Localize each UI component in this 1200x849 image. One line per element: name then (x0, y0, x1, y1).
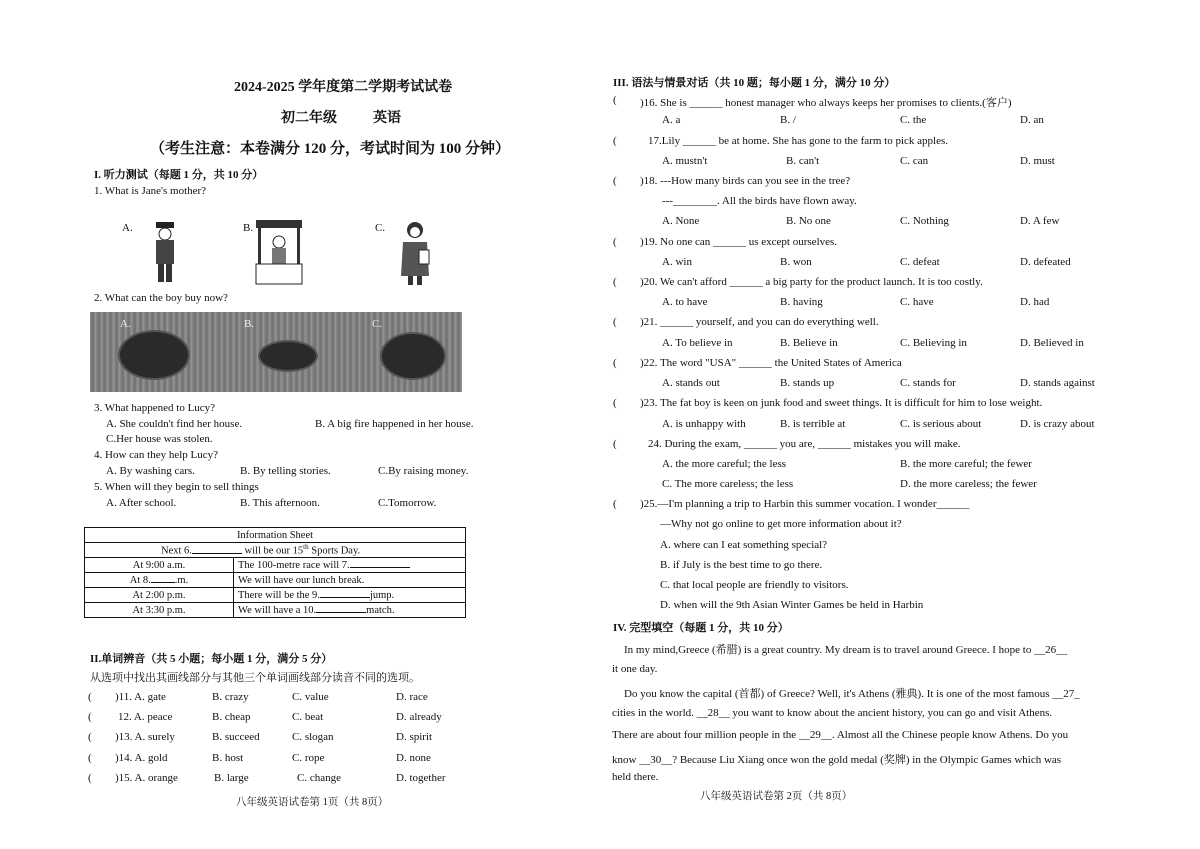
mcq-stem-line2: ---________. All the birds have flown away. (662, 195, 857, 207)
police-officer-picture (150, 222, 180, 284)
mcq-paren: ( (613, 357, 617, 369)
blank-8[interactable] (151, 582, 175, 583)
mcq-stem: )20. We can't afford ______ a big party for the product launch. It is too costly. (640, 276, 983, 288)
question-2: 2. What can the boy buy now? (94, 292, 228, 304)
q3-option-c: C.Her house was stolen. (106, 433, 213, 445)
question-5: 5. When will they begin to sell things (94, 481, 259, 493)
mcq-stem: )18. ---How many birds can you see in the tree? (640, 175, 851, 187)
blank-7[interactable] (350, 567, 410, 568)
page-1-footer: 八年级英语试卷第 1页（共 8页） (236, 797, 389, 808)
phon-question: )14. A. gold (115, 752, 168, 764)
plate-b-icon (258, 340, 318, 372)
info-time-cell: At 9:00 a.m. (85, 558, 234, 573)
phon-option-c: C. beat (292, 711, 324, 723)
phon-paren: ( (88, 731, 92, 743)
mcq-option-d: D. had (1020, 296, 1050, 308)
mcq-option-d: D. is crazy about (1020, 418, 1095, 430)
q24-option-a: A. the more careful; the less (662, 458, 787, 470)
info-row-sports-day (85, 543, 466, 558)
mcq-option-c: C. defeat (900, 256, 940, 268)
mcq-paren: ( (613, 498, 617, 510)
phon-option-b: B. succeed (212, 731, 260, 743)
q5-option-c: C.Tomorrow. (378, 497, 437, 509)
info-time-suffix: .m. (174, 574, 189, 586)
mcq-option-b: B. is terrible at (780, 418, 846, 430)
cloze-line: know __30__? Because Liu Xiang once won the gold medal (奖牌) in the Olympic Games which was (612, 754, 1062, 766)
q3-option-a: A. She couldn't find her house. (106, 418, 243, 430)
phon-option-c: C. change (297, 772, 341, 784)
mcq-option-d: D. A few (1020, 215, 1060, 227)
teacher-picture (397, 220, 433, 286)
q2-option-a-label: A. (120, 318, 131, 330)
cloze-line: Do you know the capital (首都) of Greece? Well, it's Athens (雅典). It is one of the most famous __27_ (624, 688, 1080, 700)
phon-option-d: D. already (396, 711, 442, 723)
info-text: The 100-metre race will 7. (238, 559, 350, 571)
q2-option-c-label: C. (372, 318, 383, 330)
question-4: 4. How can they help Lucy? (94, 449, 219, 461)
info-time: At 8. (129, 574, 151, 586)
cloze-line: There are about four million people in the __29__. Almost all the Chinese people know Athens. Do you (612, 729, 1069, 741)
question-3: 3. What happened to Lucy? (94, 402, 216, 414)
mcq-stem: )19. No one can ______ us except ourselves. (640, 236, 838, 248)
mcq-option-a: A. a (662, 114, 681, 126)
phon-paren: ( (88, 752, 92, 764)
mcq-paren: ( (613, 276, 617, 288)
table-row (85, 573, 466, 588)
mcq-stem: 17.Lily ______ be at home. She has gone to the farm to pick apples. (648, 135, 948, 147)
info-sports-day-text: will be our 15 (244, 545, 304, 557)
q4-option-b: B. By telling stories. (240, 465, 331, 477)
mcq-option-a: A. None (662, 215, 700, 227)
table-row (85, 588, 466, 603)
info-blank-6-label: Next 6. (161, 545, 192, 557)
info-sheet-title: Information Sheet (85, 528, 466, 543)
phon-option-c: C. slogan (292, 731, 334, 743)
q25-option-a: A. where can I eat something special? (660, 539, 828, 551)
section-4-title: IV. 完型填空（每题 1 分，共 10 分） (613, 622, 789, 634)
mcq-option-d: D. Believed in (1020, 337, 1084, 349)
phon-option-d: D. race (396, 691, 428, 703)
mcq-stem: )21. ______ yourself, and you can do everything well. (640, 316, 879, 328)
question-24: 24. During the exam, ______ you are, ______ mistakes you will make. (648, 438, 961, 450)
phon-option-c: C. rope (292, 752, 325, 764)
info-text-tail: match. (366, 604, 395, 616)
mcq-option-c: C. stands for (900, 377, 956, 389)
q4-option-a: A. By washing cars. (106, 465, 195, 477)
mcq-option-d: D. must (1020, 155, 1055, 167)
table-row (85, 558, 466, 573)
question-25-line2: —Why not go online to get more information about it? (660, 518, 902, 530)
mcq-option-c: C. have (900, 296, 934, 308)
q5-option-b: B. This afternoon. (240, 497, 320, 509)
phon-question: 12. A. peace (118, 711, 173, 723)
mcq-option-a: A. stands out (662, 377, 720, 389)
ordinal-suffix: th (303, 543, 309, 552)
info-time-cell (85, 573, 234, 588)
mcq-option-b: B. having (780, 296, 823, 308)
q25-option-d: D. when will the 9th Asian Winter Games be held in Harbin (660, 599, 924, 611)
subject-label: 英语 (373, 111, 401, 126)
plate-c-icon (380, 332, 446, 380)
mcq-option-b: B. No one (786, 215, 831, 227)
mcq-option-b: B. can't (786, 155, 820, 167)
info-time-cell: At 2:00 p.m. (85, 588, 234, 603)
mcq-option-b: B. Believe in (780, 337, 838, 349)
information-sheet-table (84, 527, 466, 618)
mcq-stem: )22. The word "USA" ______ the United States of America (640, 357, 902, 369)
question-25: )25.—I'm planning a trip to Harbin this summer vocation. I wonder______ (640, 498, 970, 510)
mcq-option-a: A. To believe in (662, 337, 733, 349)
exam-notice: （考生注意：本卷满分 120 分，考试时间为 100 分钟） (150, 141, 511, 157)
mcq-paren: ( (613, 135, 617, 147)
info-time-cell: At 3:30 p.m. (85, 603, 234, 618)
section-1-title: I. 听力测试（每题 1 分，共 10 分） (94, 169, 264, 181)
blank-6[interactable] (192, 553, 242, 554)
mcq-option-c: C. can (900, 155, 929, 167)
mcq-option-a: A. is unhappy with (662, 418, 746, 430)
exam-title: 2024-2025 学年度第二学期考试试卷 (234, 80, 453, 95)
mcq-option-c: C. is serious about (900, 418, 982, 430)
blank-9[interactable] (320, 597, 370, 598)
mcq-option-b: B. / (780, 114, 796, 126)
phon-option-c: C. value (292, 691, 329, 703)
q5-option-a: A. After school. (106, 497, 177, 509)
plate-a-icon (118, 330, 190, 380)
cloze-line: cities in the world. __28__ you want to know about the ancient history, you can go and visit Athens. (612, 707, 1053, 719)
info-text-cell (234, 558, 466, 573)
info-text-cell: We will have our lunch break. (234, 573, 466, 588)
phon-option-d: D. spirit (396, 731, 433, 743)
info-text: We will have a 10. (238, 604, 317, 616)
mcq-paren: ( (613, 94, 617, 106)
phon-option-d: D. none (396, 752, 431, 764)
mcq-option-c: C. Nothing (900, 215, 949, 227)
mcq-option-b: B. stands up (780, 377, 835, 389)
cloze-line: In my mind,Greece (希腊) is a great country. My dream is to travel around Greece. I hope to __26__ (624, 644, 1068, 656)
info-text-cell (234, 588, 466, 603)
q4-option-c: C.By raising money. (378, 465, 469, 477)
q25-option-c: C. that local people are friendly to visitors. (660, 579, 849, 591)
mcq-option-d: D. stands against (1020, 377, 1095, 389)
mcq-paren: ( (613, 236, 617, 248)
phon-option-d: D. together (396, 772, 446, 784)
food-plates-photo (90, 312, 462, 392)
phon-question: )13. A. surely (115, 731, 175, 743)
phon-paren: ( (88, 772, 92, 784)
shop-assistant-picture (254, 218, 304, 288)
phon-paren: ( (88, 691, 92, 703)
grade-label: 初二年级 (281, 111, 337, 126)
blank-10[interactable] (316, 612, 366, 613)
mcq-stem: )23. The fat boy is keen on junk food and sweet things. It is difficult for him to lose weight. (640, 397, 1043, 409)
section-3-title: III. 语法与情景对话（共 10 题；每小题 1 分，满分 10 分） (613, 77, 896, 89)
phon-question: )15. A. orange (115, 772, 178, 784)
cloze-line: held there. (612, 771, 659, 783)
phon-question: )11. A. gate (115, 691, 166, 703)
info-text: There will be the 9. (238, 589, 320, 601)
phon-option-b: B. host (212, 752, 244, 764)
phon-option-b: B. large (214, 772, 249, 784)
question-1: 1. What is Jane's mother? (94, 185, 207, 197)
mcq-paren: ( (613, 175, 617, 187)
q1-option-a-label: A. (122, 222, 133, 234)
mcq-paren: ( (613, 397, 617, 409)
mcq-option-a: A. mustn't (662, 155, 708, 167)
phon-paren: ( (88, 711, 92, 723)
mcq-option-a: A. win (662, 256, 692, 268)
mcq-paren: ( (613, 438, 617, 450)
q24-option-c: C. The more careless; the less (662, 478, 794, 490)
q1-option-b-label: B. (243, 222, 254, 234)
table-row (85, 603, 466, 618)
mcq-stem: )16. She is ______ honest manager who always keeps her promises to clients.(客户) (640, 97, 1012, 109)
mcq-option-b: B. won (780, 256, 812, 268)
info-sports-day-tail: Sports Day. (311, 545, 361, 557)
section-2-title: II.单词辨音（共 5 小题；每小题 1 分，满分 5 分） (90, 653, 333, 665)
cloze-line: it one day. (612, 663, 658, 675)
mcq-paren: ( (613, 316, 617, 328)
q2-option-b-label: B. (244, 318, 255, 330)
q24-option-d: D. the more careless; the fewer (900, 478, 1037, 490)
page-2-footer: 八年级英语试卷第 2页（共 8页） (700, 791, 853, 802)
q25-option-b: B. if July is the best time to go there. (660, 559, 823, 571)
info-text-cell (234, 603, 466, 618)
mcq-option-d: D. defeated (1020, 256, 1071, 268)
mcq-option-d: D. an (1020, 114, 1044, 126)
q1-option-c-label: C. (375, 222, 386, 234)
mcq-option-a: A. to have (662, 296, 708, 308)
mcq-option-c: C. Believing in (900, 337, 967, 349)
q3-option-b: B. A big fire happened in her house. (315, 418, 474, 430)
section-2-instruction: 从选项中找出其画线部分与其他三个单词画线部分读音不同的选项。 (90, 672, 420, 684)
q24-option-b: B. the more careful; the fewer (900, 458, 1032, 470)
info-text-tail: jump. (369, 589, 395, 601)
phon-option-b: B. crazy (212, 691, 249, 703)
mcq-option-c: C. the (900, 114, 927, 126)
phon-option-b: B. cheap (212, 711, 251, 723)
